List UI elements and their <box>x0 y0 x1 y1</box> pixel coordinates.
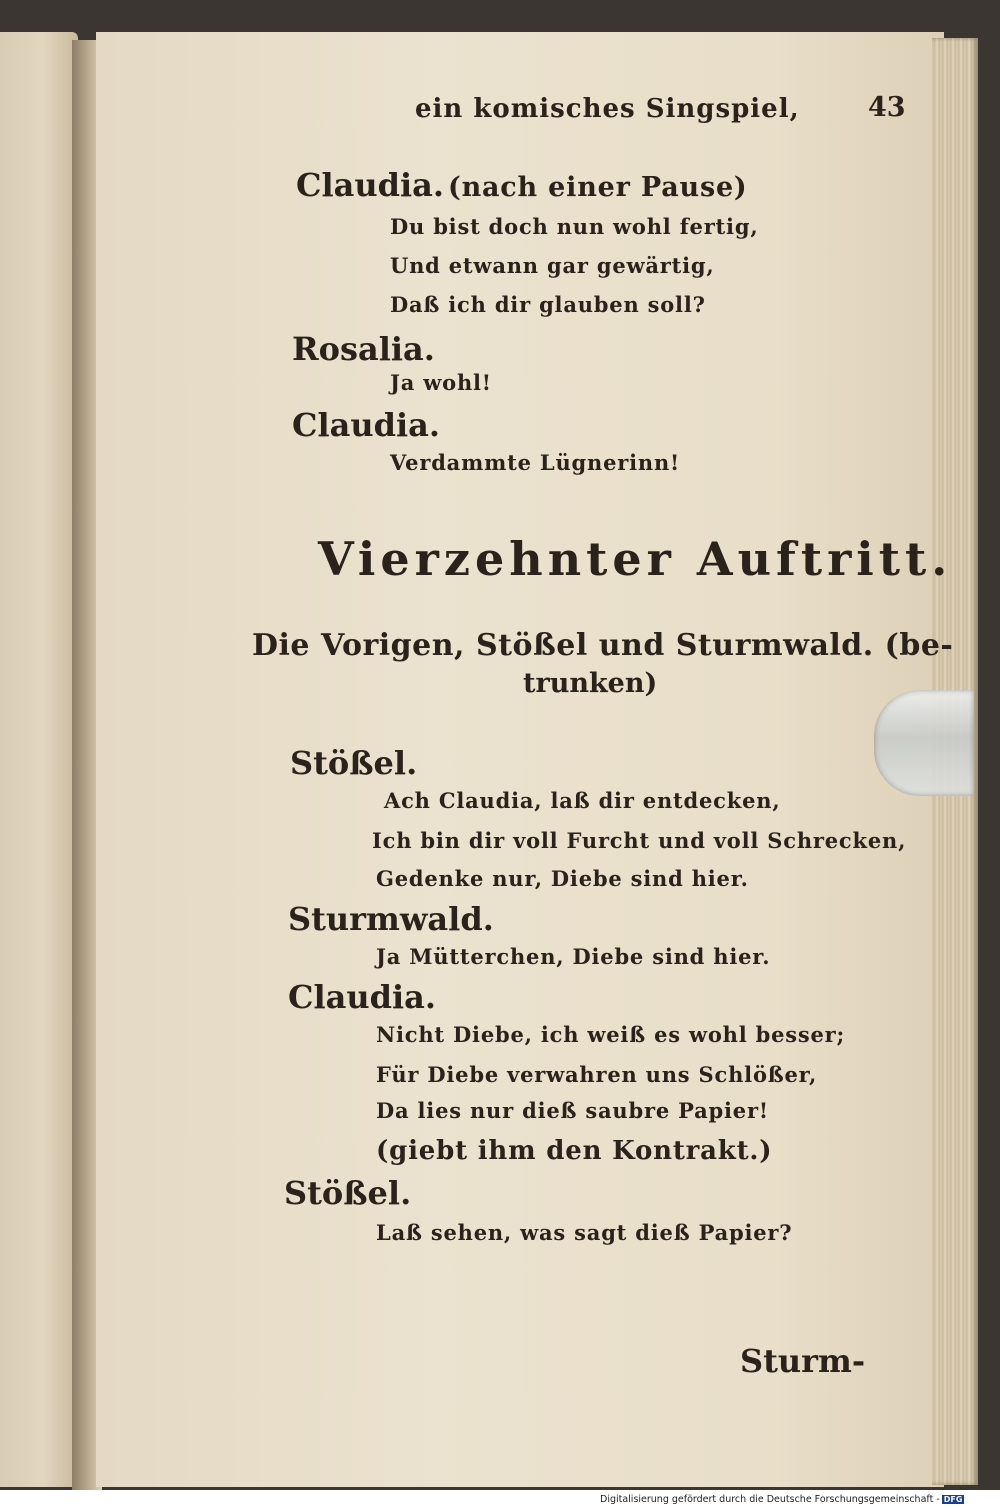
footer-credit <box>600 1494 964 1505</box>
verse-line: Da lies nur dieß saubre Papier! <box>376 1098 769 1123</box>
speaker-name: Stößel. <box>284 1174 412 1212</box>
verse-line: Verdammte Lügnerinn! <box>390 450 681 475</box>
dfg-logo: DFG <box>943 1495 963 1504</box>
scene-persons: Die Vorigen, Stößel und Sturmwald. (be- <box>252 628 954 663</box>
verse-line: Ja wohl! <box>390 370 492 395</box>
page-number: 43 <box>868 92 906 123</box>
verse-line: Daß ich dir glauben soll? <box>390 292 706 317</box>
verse-line: Du bist doch nun wohl fertig, <box>390 214 759 239</box>
verse-line: Gedenke nur, Diebe sind hier. <box>376 866 749 891</box>
page-clip <box>874 690 974 796</box>
speaker-name: Sturmwald. <box>288 900 494 938</box>
speaker-name: Claudia. <box>296 166 445 204</box>
scene-persons-continued: trunken) <box>523 668 658 699</box>
verse-line: Ich bin dir voll Furcht und voll Schrecken, <box>372 828 907 853</box>
speaker-name: Claudia. <box>292 406 441 444</box>
catchword: Sturm- <box>740 1342 866 1380</box>
speaker-name: Stößel. <box>290 744 418 782</box>
scene-title: Vierzehnter Auftritt. <box>318 532 953 586</box>
running-title: ein komisches Singspiel, <box>415 94 800 124</box>
speaker-name: Rosalia. <box>292 330 435 368</box>
left-page-edge <box>0 32 78 1487</box>
verse-line: Für Diebe verwahren uns Schlößer, <box>376 1062 818 1087</box>
speaker-name: Claudia. <box>288 978 437 1016</box>
stage-direction: (giebt ihm den Kontrakt.) <box>376 1136 773 1166</box>
verse-line: Laß sehen, was sagt dieß Papier? <box>376 1220 793 1245</box>
footer-text: Digitalisierung gefördert durch die Deutsche Forschungsgemeinschaft - <box>600 1494 940 1505</box>
book-page <box>96 32 944 1487</box>
verse-line: Nicht Diebe, ich weiß es wohl besser; <box>376 1022 846 1047</box>
stage-direction: (nach einer Pause) <box>448 172 748 203</box>
verse-line: Und etwann gar gewärtig, <box>390 253 715 278</box>
verse-line: Ja Mütterchen, Diebe sind hier. <box>376 944 771 969</box>
verse-line: Ach Claudia, laß dir entdecken, <box>384 788 781 813</box>
